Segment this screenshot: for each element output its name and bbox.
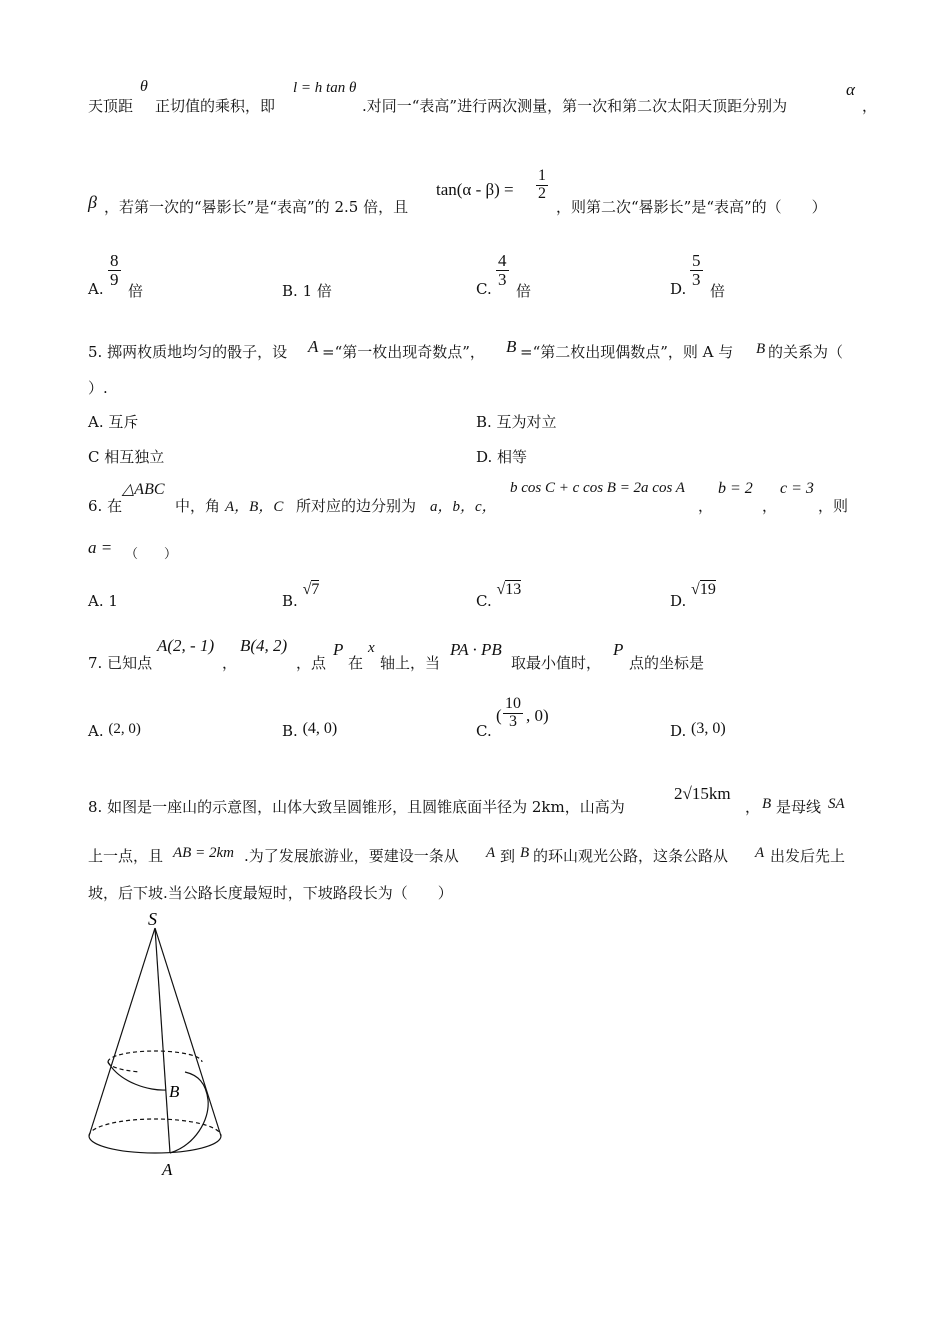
c-value: c = 3 xyxy=(780,480,814,497)
q7-stem: 7. 已知点 xyxy=(88,654,153,672)
q5-stem: =“第二枚出现偶数点”，则 A 与 xyxy=(520,343,734,361)
x-axis-symbol: x xyxy=(368,640,375,656)
q8-stem: 的环山观光公路，这条公路从 xyxy=(533,847,729,865)
option-label: B. xyxy=(282,282,298,300)
radical-icon: √7 xyxy=(302,581,320,598)
q6-stem: ，则 xyxy=(818,497,849,515)
q4-text: ， xyxy=(862,97,878,115)
option-label: D. xyxy=(670,280,687,298)
q5-stem: 的关系为（ xyxy=(768,343,844,361)
b-value: b = 2 xyxy=(718,480,753,497)
option-label: C. xyxy=(476,592,492,610)
point-b: B xyxy=(762,796,772,812)
event-a: A xyxy=(308,337,319,356)
option-d[interactable] xyxy=(670,581,716,611)
q6-stem: ， xyxy=(762,497,778,515)
q7-stem: 点的坐标是 xyxy=(629,654,705,672)
option-d[interactable] xyxy=(670,722,726,741)
mountain-height: 2√15km xyxy=(674,784,731,803)
open-paren: ( xyxy=(496,706,502,725)
q7-stem: 轴上，当 xyxy=(380,654,441,672)
q8-stem: 到 xyxy=(500,847,516,865)
q8-stem: 出发后先上 xyxy=(770,847,846,865)
option-b[interactable] xyxy=(282,280,332,301)
q6-stem: 中，角 xyxy=(175,497,221,515)
option-c[interactable]: C 相互独立 xyxy=(88,448,165,466)
q6-stem: ， xyxy=(698,497,714,515)
q8-stem: 8. 如图是一座山的示意图，山体大致呈圆锥形，且圆锥底面半径为 2km，山高为 xyxy=(88,798,625,816)
q8-stem: ， xyxy=(745,798,761,816)
triangle-abc: △ABC xyxy=(122,481,165,498)
point-p: P xyxy=(333,640,344,659)
option-label: C. xyxy=(476,280,492,298)
point-b: B xyxy=(520,845,530,861)
q4-text: 天顶距 xyxy=(88,97,134,115)
q5-stem: 5. 掷两枚质地均匀的骰子，设 xyxy=(88,343,288,361)
option-text: 1 倍 xyxy=(302,282,332,300)
event-b: B xyxy=(506,337,517,356)
answer-paren: （ ） xyxy=(125,547,178,562)
q4-text: ，则第二次“晷影长”是“表高”的（ ） xyxy=(556,198,827,216)
option-label: A. xyxy=(88,280,104,298)
option-fraction: $\frac{4}{3}$ xyxy=(498,251,507,289)
q4-text: ，若第一次的“晷影长”是“表高”的 2.5 倍，且 xyxy=(104,198,409,216)
q6-stem: 所对应的边分别为 xyxy=(296,497,417,515)
beta-symbol: β xyxy=(88,192,97,212)
cone-figure xyxy=(80,905,240,1180)
a-equals: a = xyxy=(88,538,113,557)
option-c[interactable] xyxy=(476,581,522,611)
q4-text: 正切值的乘积，即 xyxy=(155,97,276,115)
dot-product: PA · PB xyxy=(450,640,502,659)
q8-stem: 是母线 xyxy=(776,798,822,816)
option-fraction: $\frac{5}{3}$ xyxy=(692,251,701,289)
option-text: (4, 0) xyxy=(302,720,338,737)
tan-alpha-minus-beta: tan(α - β) = xyxy=(436,180,514,199)
option-text: 1 xyxy=(108,592,118,610)
option-a[interactable] xyxy=(88,592,118,610)
ab-length: AB = 2km xyxy=(173,845,234,861)
point-p: P xyxy=(613,640,624,659)
option-unit: 倍 xyxy=(128,282,144,300)
q5-stem: =“第一枚出现奇数点”， xyxy=(322,343,485,361)
option-label: D. xyxy=(670,722,687,740)
alpha-symbol: α xyxy=(846,80,855,99)
point-b: B(4, 2) xyxy=(240,636,288,655)
label-a: A xyxy=(162,1160,173,1179)
q8-stem: 上一点，且 xyxy=(88,847,164,865)
option-label: B. xyxy=(282,722,298,740)
point-a: A xyxy=(755,845,765,861)
q7-stem: ， xyxy=(222,654,238,672)
fraction-one-half: $\frac{1}{2}$ xyxy=(538,167,546,202)
option-b[interactable] xyxy=(282,581,320,611)
option-label: A. xyxy=(88,592,104,610)
option-a[interactable] xyxy=(88,722,141,741)
radical-icon: √13 xyxy=(496,581,522,598)
segment-sa: SA xyxy=(828,796,845,812)
option-fraction: $\frac{8}{9}$ xyxy=(110,251,119,289)
radical-icon: √19 xyxy=(691,581,716,598)
option-fraction: $\frac{10}{3}$ xyxy=(505,695,521,730)
option-label: B. xyxy=(282,592,298,610)
option-text: (2, 0) xyxy=(108,721,141,737)
radicand: 19 xyxy=(699,581,716,598)
q7-stem: 在 xyxy=(348,654,364,672)
option-label: C. xyxy=(476,722,492,740)
point-a: A(2, - 1) xyxy=(157,636,215,655)
q6-equation: b cos C + c cos B = 2a cos A xyxy=(510,480,685,496)
option-b[interactable]: B. 互为对立 xyxy=(476,413,557,431)
q7-stem: 取最小值时， xyxy=(511,654,602,672)
event-b: B xyxy=(756,341,766,357)
radicand: 7 xyxy=(311,581,320,598)
option-unit: 倍 xyxy=(710,282,726,300)
option-text: (3, 0) xyxy=(691,720,726,737)
label-s: S xyxy=(148,909,157,929)
q8-stem: .为了发展旅游业，要建设一条从 xyxy=(244,847,459,865)
option-text: , 0) xyxy=(526,706,549,725)
q6-stem: 6. 在 xyxy=(88,497,123,515)
option-b[interactable] xyxy=(282,722,337,741)
q7-stem: ，点 xyxy=(296,654,327,672)
q8-stem: 坡，后下坡.当公路长度最短时，下坡路段长为（ ） xyxy=(88,884,453,902)
formula-l-h-tan: l = h tan θ xyxy=(293,80,357,96)
option-a[interactable]: A. 互斥 xyxy=(88,413,139,431)
theta-symbol: θ xyxy=(140,78,148,95)
option-unit: 倍 xyxy=(516,282,532,300)
option-d[interactable]: D. 相等 xyxy=(476,448,528,466)
option-label: D. xyxy=(670,592,687,610)
label-b: B xyxy=(169,1082,180,1101)
point-a: A xyxy=(486,845,496,861)
q4-text: .对同一“表高”进行两次测量，第一次和第二次太阳天顶距分别为 xyxy=(362,97,788,115)
radicand: 13 xyxy=(505,581,522,598)
q6-sides: a，b，c， xyxy=(430,499,497,515)
q6-angles: A，B，C xyxy=(225,499,284,515)
q5-stem: ）. xyxy=(88,379,108,397)
option-label: A. xyxy=(88,722,104,740)
